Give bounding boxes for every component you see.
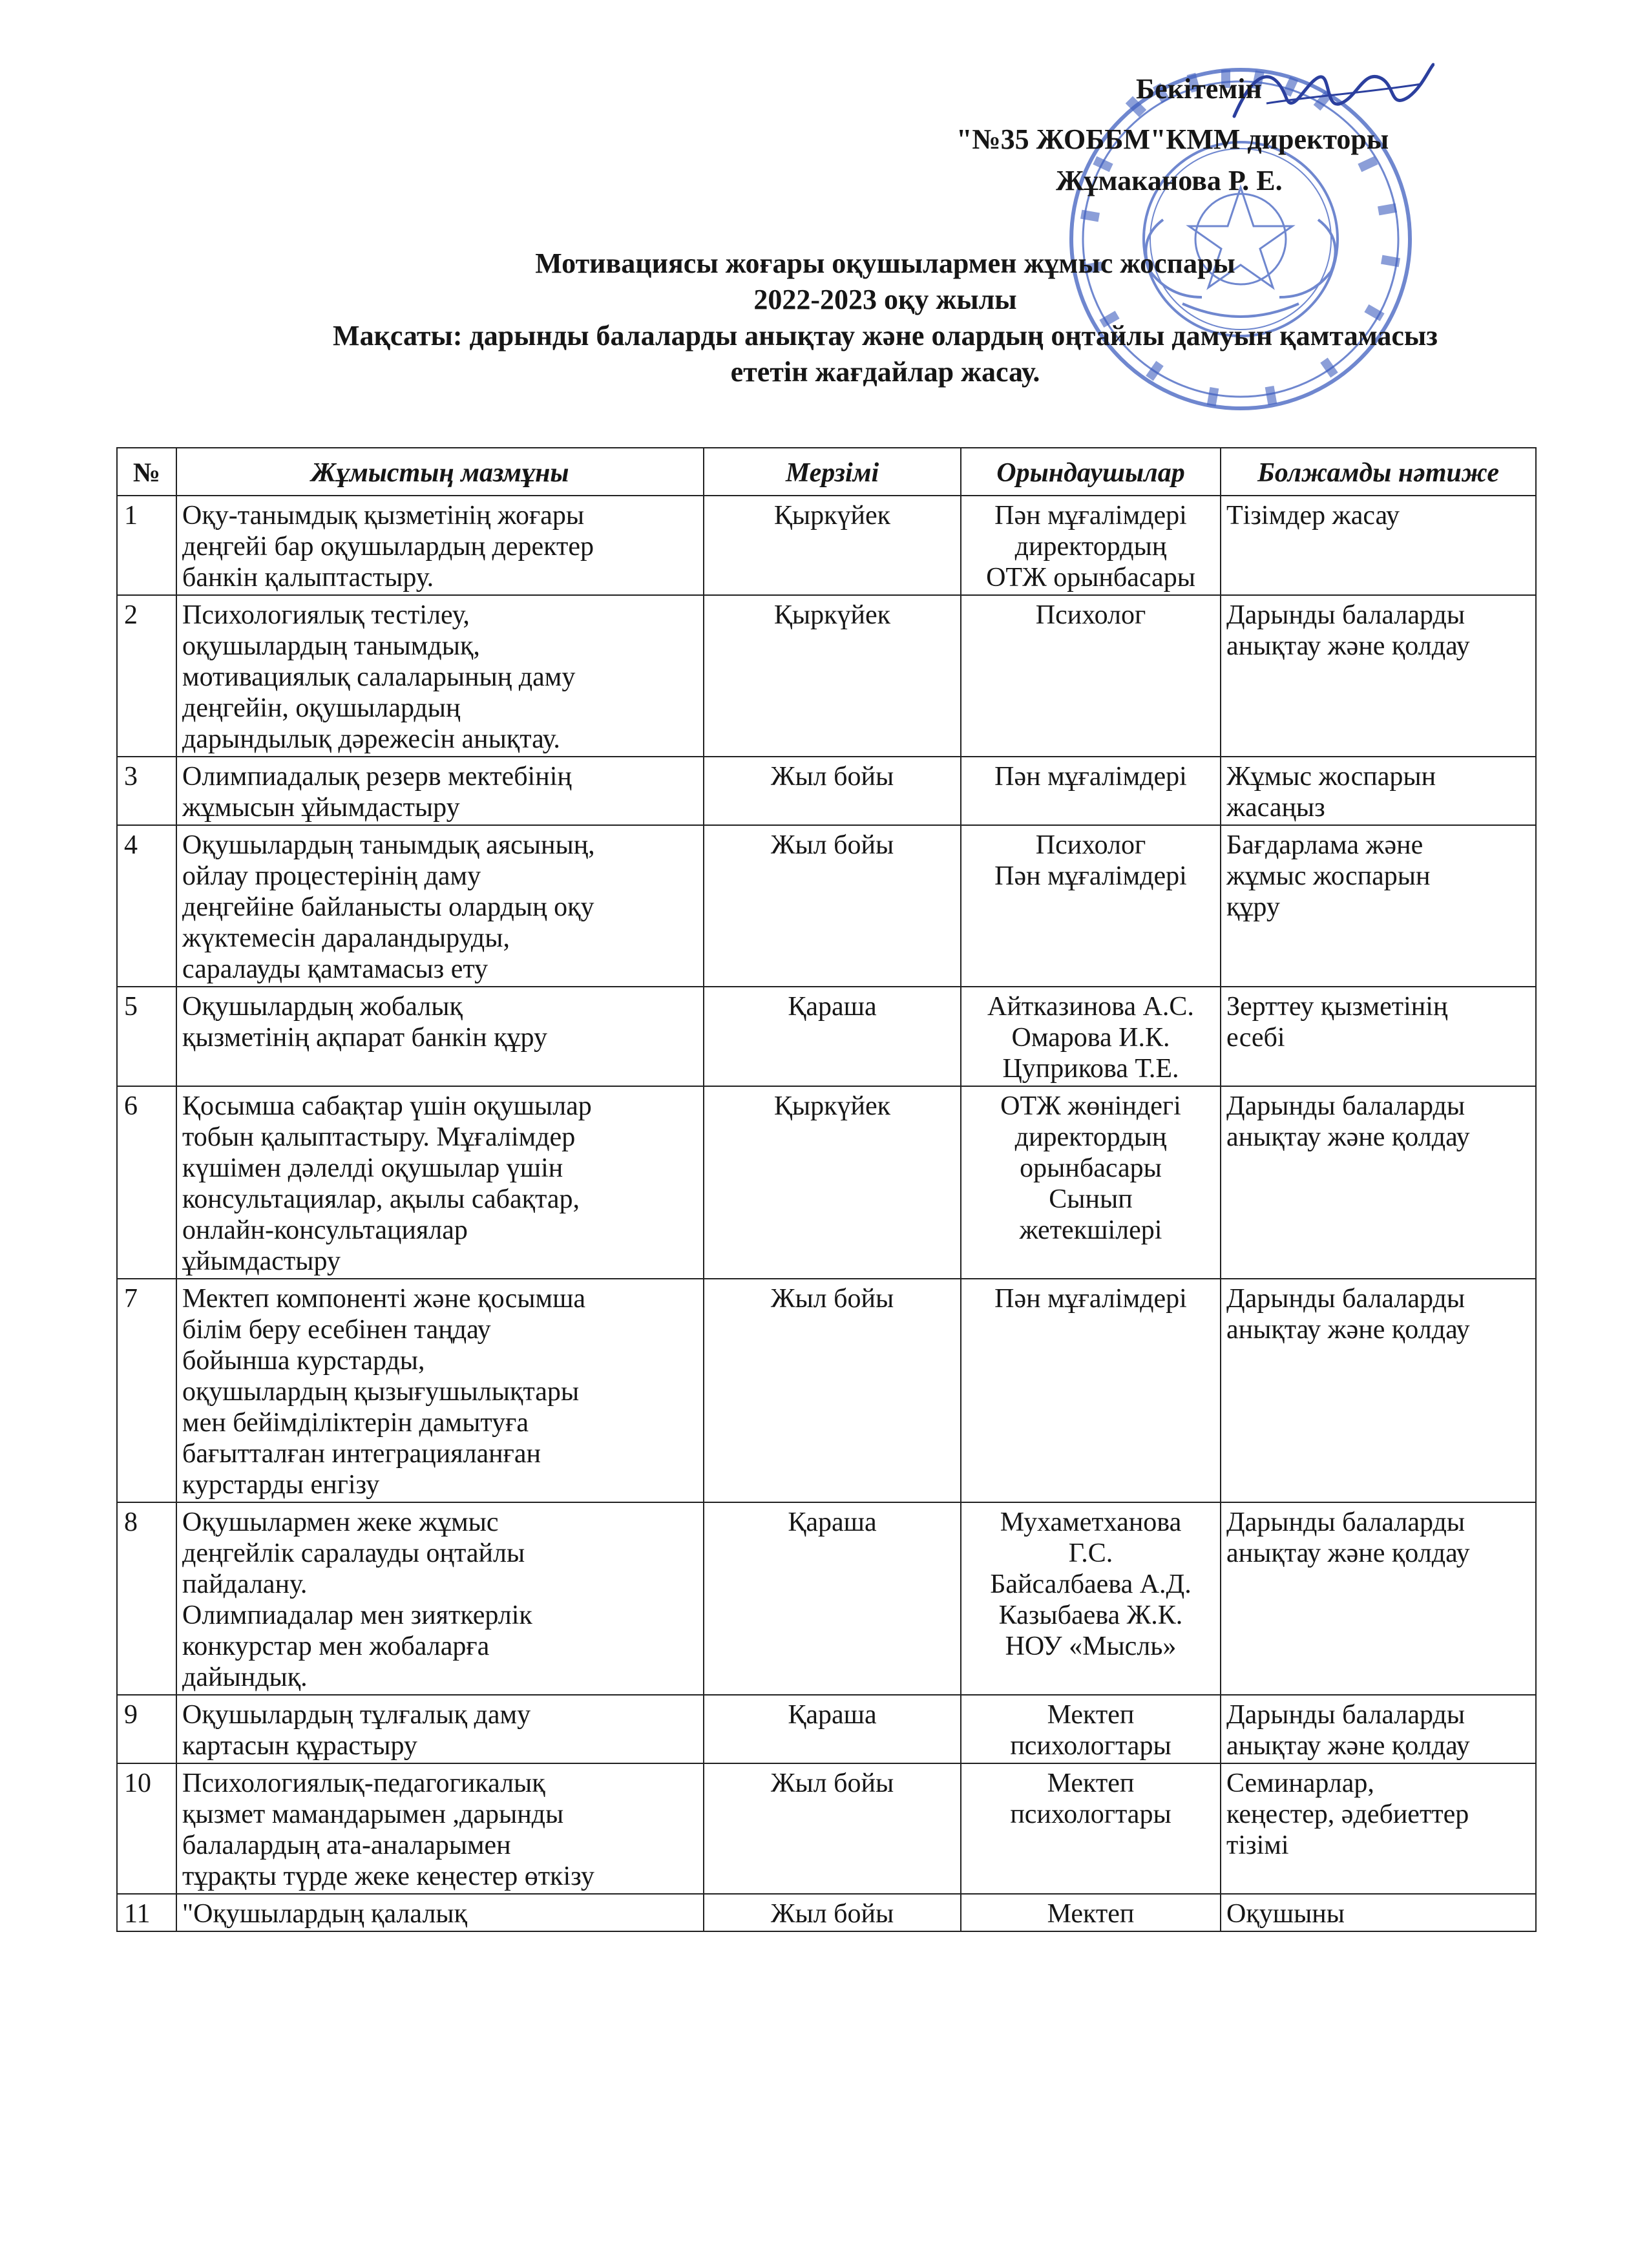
row-executors-line: Мектеп [1047, 1700, 1135, 1730]
row-result-line: анықтау және қолдау [1226, 1122, 1470, 1152]
row-executors [961, 825, 1221, 987]
row-content-line: пайдалану. [182, 1570, 308, 1599]
row-date [704, 1894, 961, 1931]
row-content [176, 987, 704, 1086]
row-result-line: жұмыс жоспарын [1226, 861, 1431, 891]
row-executors-line: Г.С. [1068, 1538, 1113, 1568]
table-row [117, 987, 1536, 1086]
row-result [1221, 1279, 1536, 1502]
row-content-line: Олимпиадалық резерв мектебінің [182, 762, 572, 792]
row-executors-line: ОТЖ орынбасары [986, 563, 1195, 593]
row-content-line: Психологиялық-педагогикалық [182, 1769, 545, 1798]
row-content [176, 1086, 704, 1279]
row-executors [961, 1279, 1221, 1502]
approval-heading: Бекітемін [1136, 73, 1262, 105]
row-content-line: Қосымша сабақтар үшін оқушылар [182, 1091, 592, 1121]
row-executors-line: НОУ «Мысль» [1005, 1632, 1177, 1661]
row-content-line: Оқушылардың тұлғалық даму [182, 1700, 531, 1730]
header-date: Мерзімі [704, 448, 961, 496]
row-number: 7 [117, 1279, 176, 1502]
row-result-line: Дарынды балаларды [1226, 1700, 1465, 1730]
row-content [176, 825, 704, 987]
row-content-line: деңгейі бар оқушылардың деректер [182, 532, 594, 562]
row-content-line: күшімен дәлелді оқушылар үшін [182, 1153, 563, 1183]
table-body [117, 496, 1536, 1931]
row-executors-line: Сынып [1049, 1184, 1133, 1214]
row-result [1221, 1763, 1536, 1894]
row-date [704, 1279, 961, 1502]
row-content-line: Оқу-танымдық қызметінің жоғары [182, 501, 585, 530]
row-content-line: деңгейлік саралауды оңтайлы [182, 1538, 525, 1568]
row-date [704, 1763, 961, 1894]
row-content-line: ойлау процестерінің даму [182, 861, 481, 891]
title-line-3: Мақсаты: дарынды балаларды анықтау және олардың оңтайлы дамуын қамтамасыз [333, 320, 1438, 352]
row-content [176, 1695, 704, 1763]
row-content-line: курстарды енгізу [182, 1470, 380, 1500]
row-content-line: ұйымдастыру [182, 1246, 341, 1276]
header-number: № [117, 448, 176, 496]
row-result [1221, 1695, 1536, 1763]
row-content [176, 1502, 704, 1695]
row-result [1221, 825, 1536, 987]
table-row [117, 825, 1536, 987]
row-executors [961, 1695, 1221, 1763]
row-number: 5 [117, 987, 176, 1086]
row-content-line: "Оқушылардың қалалық [182, 1899, 468, 1929]
row-executors [961, 1763, 1221, 1894]
row-content [176, 1763, 704, 1894]
row-executors [961, 757, 1221, 825]
row-result-line: құру [1226, 892, 1280, 922]
table-row [117, 1502, 1536, 1695]
row-result-line: Бағдарлама және [1226, 830, 1423, 860]
row-date [704, 825, 961, 987]
row-content-line: оқушылардың танымдық, [182, 631, 480, 661]
row-number: 4 [117, 825, 176, 987]
row-date-line: Жыл бойы [770, 762, 894, 792]
row-executors-line: Психолог [1035, 830, 1146, 860]
row-date-line: Жыл бойы [770, 1284, 894, 1314]
row-content-line: деңгейіне байланысты олардың оқу [182, 892, 594, 922]
row-content-line: деңгейін, оқушылардың [182, 693, 461, 723]
row-content-line: Психологиялық тестілеу, [182, 600, 470, 630]
row-content-line: жұмысын ұйымдастыру [182, 793, 460, 823]
row-result-line: Зерттеу қызметінің [1226, 992, 1448, 1022]
row-executors-line: психологтары [1010, 1731, 1171, 1761]
row-content-line: конкурстар мен жобаларға [182, 1632, 490, 1661]
row-executors-line: Казыбаева Ж.К. [998, 1601, 1183, 1630]
row-content-line: Оқушылардың танымдық аясының, [182, 830, 595, 860]
approval-position: "№35 ЖОББМ"КММ директоры [956, 123, 1389, 155]
row-number: 9 [117, 1695, 176, 1763]
table-row [117, 1894, 1536, 1931]
row-content-line: жүктемесін дараландыруды, [182, 923, 510, 953]
row-result [1221, 595, 1536, 757]
row-result [1221, 1502, 1536, 1695]
row-executors-line: Мектеп [1047, 1769, 1135, 1798]
row-number: 10 [117, 1763, 176, 1894]
row-date [704, 1695, 961, 1763]
row-result-line: Дарынды балаларды [1226, 600, 1465, 630]
row-executors-line: Айтказинова А.С. [987, 992, 1194, 1022]
row-content-line: бойынша курстарды, [182, 1346, 425, 1376]
row-date [704, 595, 961, 757]
row-result-line: Семинарлар, [1226, 1769, 1374, 1798]
row-number: 6 [117, 1086, 176, 1279]
row-executors [961, 595, 1221, 757]
row-date-line: Жыл бойы [770, 1899, 894, 1929]
document-title [194, 246, 1577, 390]
title-line-1: Мотивациясы жоғары оқушылармен жұмыс жоспары [535, 247, 1235, 279]
table-row [117, 1086, 1536, 1279]
header-content: Жұмыстың мазмұны [176, 448, 704, 496]
row-date [704, 757, 961, 825]
row-content-line: мен бейімділіктерін дамытуға [182, 1408, 529, 1438]
row-result-line: Тізімдер жасау [1226, 501, 1400, 530]
row-content-line: саралауды қамтамасыз ету [182, 954, 488, 984]
row-date-line: Қыркүйек [773, 600, 891, 630]
row-date-line: Жыл бойы [770, 1769, 894, 1798]
row-result-line: Жұмыс жоспарын [1226, 762, 1436, 792]
row-number: 11 [117, 1894, 176, 1931]
row-result-line: анықтау және қолдау [1226, 631, 1470, 661]
row-executors [961, 1502, 1221, 1695]
row-content-line: Оқушылармен жеке жұмыс [182, 1507, 499, 1537]
row-result [1221, 1894, 1536, 1931]
row-result [1221, 757, 1536, 825]
row-executors-line: Байсалбаева А.Д. [990, 1570, 1192, 1599]
row-content-line: оқушылардың қызығушылықтары [182, 1377, 580, 1407]
row-content-line: бағытталған интеграцияланған [182, 1439, 541, 1469]
title-line-4: ететін жағдайлар жасау. [730, 356, 1040, 388]
header-executors: Орындаушылар [961, 448, 1221, 496]
row-executors-line: Мухаметханова [1000, 1507, 1182, 1537]
row-executors-line: Психолог [1035, 600, 1146, 630]
row-executors-line: орынбасары [1020, 1153, 1162, 1183]
row-content-line: мотивациялық салаларының даму [182, 662, 576, 692]
row-result [1221, 496, 1536, 595]
row-result-line: анықтау және қолдау [1226, 1731, 1470, 1761]
row-content-line: Оқушылардың жобалық [182, 992, 463, 1022]
row-executors-line: директордың [1014, 532, 1167, 562]
row-content [176, 757, 704, 825]
row-content [176, 1894, 704, 1931]
row-content-line: дарындылық дәрежесін анықтау. [182, 724, 560, 754]
row-number: 2 [117, 595, 176, 757]
row-number: 8 [117, 1502, 176, 1695]
row-result [1221, 987, 1536, 1086]
row-executors-line: Мектеп [1047, 1899, 1135, 1929]
row-date-line: Қараша [788, 1507, 877, 1537]
row-executors [961, 1086, 1221, 1279]
row-result-line: Оқушыны [1226, 1899, 1345, 1929]
row-executors-line: Пән мұғалімдері [994, 861, 1187, 891]
row-executors-line: директордың [1014, 1122, 1167, 1152]
row-content-line: қызмет мамандарымен ,дарынды [182, 1800, 564, 1829]
approval-name: Жұмаканова Р. Е. [1056, 165, 1283, 196]
row-content-line: консультациялар, ақылы сабақтар, [182, 1184, 580, 1214]
row-date-line: Қыркүйек [773, 501, 891, 530]
row-date [704, 987, 961, 1086]
row-date [704, 1086, 961, 1279]
row-executors-line: Пән мұғалімдері [994, 501, 1187, 530]
row-executors [961, 987, 1221, 1086]
row-executors [961, 496, 1221, 595]
row-date-line: Қыркүйек [773, 1091, 891, 1121]
row-content-line: онлайн-консультациялар [182, 1215, 468, 1245]
row-executors-line: жетекшілері [1019, 1215, 1162, 1245]
table-row [117, 1763, 1536, 1894]
header-result: Болжамды нәтиже [1221, 448, 1536, 496]
table-row [117, 1695, 1536, 1763]
row-executors-line: Цуприкова Т.Е. [1002, 1054, 1179, 1084]
row-result-line: есебі [1226, 1023, 1285, 1053]
row-date-line: Қараша [788, 992, 877, 1022]
row-result-line: Дарынды балаларды [1226, 1284, 1465, 1314]
row-content-line: банкін қалыптастыру. [182, 563, 434, 593]
row-content [176, 496, 704, 595]
row-number: 1 [117, 496, 176, 595]
row-result-line: анықтау және қолдау [1226, 1315, 1470, 1345]
row-executors-line: Пән мұғалімдері [994, 1284, 1187, 1314]
table-row [117, 496, 1536, 595]
row-content-line: қызметінің ақпарат банкін құру [182, 1023, 547, 1053]
row-content-line: Мектеп компоненті және қосымша [182, 1284, 586, 1314]
row-content-line: тобын қалыптастыру. Мұғалімдер [182, 1122, 576, 1152]
row-result-line: кеңестер, әдебиеттер [1226, 1800, 1469, 1829]
row-executors-line: Омарова И.К. [1011, 1023, 1170, 1053]
row-content [176, 595, 704, 757]
table-row [117, 1279, 1536, 1502]
table-row [117, 757, 1536, 825]
row-executors-line: ОТЖ жөніндегі [1000, 1091, 1181, 1121]
row-date-line: Қараша [788, 1700, 877, 1730]
row-date [704, 1502, 961, 1695]
row-result-line: анықтау және қолдау [1226, 1538, 1470, 1568]
table-row [117, 595, 1536, 757]
row-executors-line: психологтары [1010, 1800, 1171, 1829]
row-content-line: дайындық. [182, 1663, 308, 1692]
row-content-line: балалардың ата-аналарымен [182, 1831, 511, 1860]
row-content-line: картасын құрастыру [182, 1731, 417, 1761]
row-result-line: Дарынды балаларды [1226, 1507, 1465, 1537]
row-content-line: білім беру есебінен таңдау [182, 1315, 491, 1345]
row-executors [961, 1894, 1221, 1931]
row-number: 3 [117, 757, 176, 825]
row-date [704, 496, 961, 595]
table-header-row [117, 448, 1536, 496]
title-line-2: 2022-2023 оқу жылы [753, 284, 1017, 315]
row-result-line: тізімі [1226, 1831, 1289, 1860]
row-content-line: Олимпиадалар мен зияткерлік [182, 1601, 532, 1630]
row-content [176, 1279, 704, 1502]
work-plan-table [116, 447, 1537, 1932]
row-date-line: Жыл бойы [770, 830, 894, 860]
row-result-line: жасаңыз [1226, 793, 1325, 823]
row-content-line: тұрақты түрде жеке кеңестер өткізу [182, 1862, 594, 1891]
row-executors-line: Пән мұғалімдері [994, 762, 1187, 792]
row-result-line: Дарынды балаларды [1226, 1091, 1465, 1121]
row-result [1221, 1086, 1536, 1279]
